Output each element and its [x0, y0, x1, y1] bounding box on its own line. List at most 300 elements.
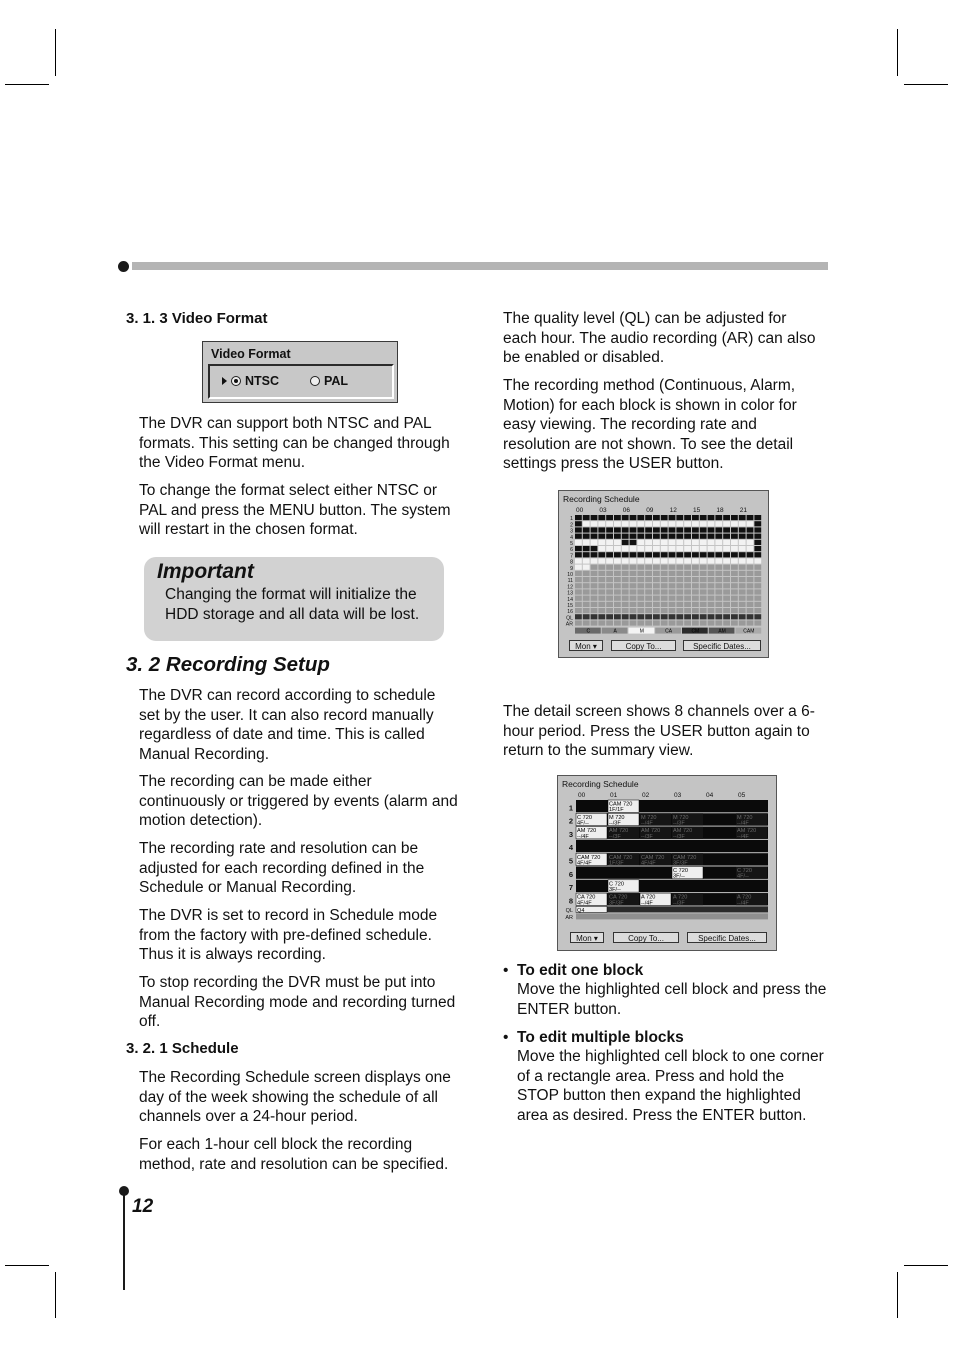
- schedule-cell: [731, 620, 738, 625]
- schedule-cell: [575, 589, 582, 594]
- schedule-cell: [630, 565, 637, 570]
- schedule-cell: [708, 552, 715, 557]
- schedule-cell: [692, 552, 699, 557]
- schedule-cell: [630, 608, 637, 613]
- schedule-cell: [645, 608, 652, 613]
- legend-label: CA: [665, 628, 673, 635]
- schedule-cell: [692, 527, 699, 532]
- crop-mark: [55, 1272, 56, 1318]
- cell-mode-label: M 720: [737, 814, 753, 821]
- row-background: [576, 880, 768, 892]
- schedule-cell: [645, 552, 652, 557]
- schedule-cell: [591, 521, 598, 526]
- schedule-cell: [606, 527, 613, 532]
- schedule-cell: [653, 571, 660, 576]
- legend-label: A: [613, 628, 617, 635]
- schedule-cell: [676, 596, 683, 601]
- schedule-cell: [731, 608, 738, 613]
- cell-mode-label: CAM 720: [609, 854, 633, 861]
- schedule-cell: [723, 546, 730, 551]
- cell-rate-label: --/3F: [673, 900, 685, 907]
- schedule-cell: [598, 602, 605, 607]
- schedule-cell: [747, 527, 754, 532]
- schedule-cell: [606, 546, 613, 551]
- schedule-cell: [661, 583, 668, 588]
- row-label: 3: [568, 829, 573, 839]
- schedule-cell: [700, 527, 707, 532]
- schedule-cell: [723, 521, 730, 526]
- schedule-cell: [723, 602, 730, 607]
- schedule-cell: [700, 596, 707, 601]
- schedule-cell: [630, 583, 637, 588]
- schedule-cell: [606, 602, 613, 607]
- schedule-cell: [630, 527, 637, 532]
- video-format-widget: [202, 341, 398, 403]
- cell-rate-label: 4F/4F: [641, 860, 656, 867]
- method-paragraph: The recording method (Continuous, Alarm, Motion) for each block is shown in color for easy viewing. The recording rate and resolution are not shown. To see the detail settings press the USER button.: [503, 377, 797, 472]
- schedule-cell: [645, 589, 652, 594]
- schedule-cell: [747, 515, 754, 520]
- schedule-cell: [708, 558, 715, 563]
- row-label: 7: [568, 883, 573, 893]
- schedule-cell: [614, 583, 621, 588]
- copy-to-button[interactable]: Copy To...: [611, 640, 676, 651]
- hour-label: 00: [578, 792, 586, 799]
- schedule-cell: [723, 577, 730, 582]
- crop-mark: [5, 1265, 49, 1266]
- schedule-cell: [692, 589, 699, 594]
- row-label: 3: [570, 528, 573, 535]
- cell-mode-label: M 720: [609, 814, 625, 821]
- schedule-cell: [630, 540, 637, 545]
- schedule-cell: [614, 540, 621, 545]
- schedule-cell: [606, 596, 613, 601]
- schedule-cell: [708, 534, 715, 539]
- schedule-cell: [676, 527, 683, 532]
- cell-rate-label: --/4F: [737, 833, 749, 840]
- screen-title: Recording Schedule: [563, 494, 640, 504]
- schedule-cell: [653, 515, 660, 520]
- cell-mode-label: Q4: [577, 908, 585, 914]
- schedule-cell: [598, 571, 605, 576]
- schedule-heading: 3. 2. 1 Schedule: [126, 1040, 239, 1057]
- schedule-cell: [598, 534, 605, 539]
- schedule-cell: [708, 515, 715, 520]
- row-background: [576, 840, 768, 852]
- row-label: 11: [567, 578, 573, 585]
- schedule-cell: [661, 620, 668, 625]
- schedule-cell: [676, 614, 683, 619]
- schedule-cell: [715, 589, 722, 594]
- cell-rate-label: --/3F: [673, 820, 685, 827]
- selection-arrow-icon: [222, 377, 227, 385]
- cell-rate-label: --/4F: [641, 820, 653, 827]
- cell-rate-label: 1F/1F: [609, 807, 624, 814]
- cell-mode-label: A 720: [641, 894, 656, 901]
- cell-mode-label: C 720: [673, 868, 688, 875]
- schedule-cell: [692, 521, 699, 526]
- rs-paragraph-2: The recording can be made either continuously or triggered by events (alarm and motion detection).: [139, 773, 458, 829]
- schedule-cell: [747, 521, 754, 526]
- recording-schedule-detail: [557, 775, 777, 951]
- schedule-cell: [661, 546, 668, 551]
- schedule-cell: [754, 552, 761, 557]
- schedule-cell: [661, 602, 668, 607]
- schedule-cell: [583, 527, 590, 532]
- schedule-cell: [583, 534, 590, 539]
- cell-mode-label: M 720: [673, 814, 689, 821]
- schedule-cell: [739, 534, 746, 539]
- schedule-cell: [598, 527, 605, 532]
- dropdown-icon: ▾: [592, 642, 597, 651]
- recording-setup-title: 3. 2 Recording Setup: [126, 653, 330, 676]
- schedule-cell: [622, 558, 629, 563]
- schedule-cell: [739, 546, 746, 551]
- schedule-cell: [645, 577, 652, 582]
- schedule-cell: [606, 577, 613, 582]
- detail-grid: [558, 776, 776, 950]
- schedule-cell: [661, 552, 668, 557]
- specific-dates-button[interactable]: Specific Dates...: [683, 640, 761, 651]
- schedule-cell: [754, 583, 761, 588]
- page-number: 12: [132, 1196, 154, 1217]
- schedule-cell: [684, 577, 691, 582]
- schedule-cell: [715, 608, 722, 613]
- schedule-cell: [684, 565, 691, 570]
- schedule-cell: [591, 558, 598, 563]
- bullet-2-heading: To edit multiple blocks: [517, 1029, 684, 1046]
- pal-option[interactable]: [310, 374, 348, 388]
- schedule-cell: [747, 534, 754, 539]
- schedule-cell: [661, 571, 668, 576]
- schedule-cell: [653, 565, 660, 570]
- schedule-cell: [692, 546, 699, 551]
- schedule-cell: [630, 614, 637, 619]
- schedule-cell: [637, 608, 644, 613]
- schedule-cell: [692, 534, 699, 539]
- schedule-cell: [708, 589, 715, 594]
- schedule-cell: [661, 596, 668, 601]
- schedule-cell: [622, 565, 629, 570]
- schedule-cell: [622, 583, 629, 588]
- schedule-cell: [614, 527, 621, 532]
- schedule-cell: [637, 583, 644, 588]
- schedule-cell: [630, 546, 637, 551]
- schedule-cell: [754, 620, 761, 625]
- schedule-cell: [669, 521, 676, 526]
- schedule-cell: [708, 565, 715, 570]
- schedule-cell: [723, 614, 730, 619]
- schedule-cell: [684, 602, 691, 607]
- hour-label: 05: [738, 792, 746, 799]
- cell-mode-label: M 720: [641, 814, 657, 821]
- bullet-glyph: •: [503, 962, 509, 979]
- schedule-cell: [684, 614, 691, 619]
- cell-rate-label: --/4F: [737, 820, 749, 827]
- schedule-cell: [606, 540, 613, 545]
- schedule-cell: [715, 571, 722, 576]
- schedule-cell: [669, 552, 676, 557]
- schedule-cell: [747, 596, 754, 601]
- schedule-cell: [708, 596, 715, 601]
- schedule-cell: [606, 552, 613, 557]
- schedule-cell: [747, 620, 754, 625]
- schedule-cell: [739, 515, 746, 520]
- schedule-cell: [676, 583, 683, 588]
- schedule-cell: [684, 558, 691, 563]
- bullet-1-text: Move the highlighted cell block and press the ENTER button.: [517, 981, 827, 1018]
- header-bullet: [118, 261, 129, 272]
- schedule-cell: [661, 589, 668, 594]
- important-text: Changing the format will initialize the HDD storage and all data will be lost.: [165, 586, 420, 623]
- schedule-cell: [692, 608, 699, 613]
- copy-to-button[interactable]: Copy To...: [613, 932, 679, 943]
- schedule-cell: [645, 515, 652, 520]
- schedule-cell: [637, 546, 644, 551]
- cell-rate-label: --/4F: [577, 833, 589, 840]
- schedule-cell: [708, 620, 715, 625]
- schedule-cell: [669, 540, 676, 545]
- schedule-cell: [614, 521, 621, 526]
- schedule-cell: [583, 620, 590, 625]
- schedule-cell: [583, 614, 590, 619]
- schedule-cell: [591, 583, 598, 588]
- schedule-cell: [747, 589, 754, 594]
- schedule-cell: [622, 552, 629, 557]
- schedule-cell: [630, 515, 637, 520]
- schedule-cell: [700, 546, 707, 551]
- schedule-cell: [630, 571, 637, 576]
- hour-label: 03: [674, 792, 682, 799]
- schedule-cell: [591, 620, 598, 625]
- schedule-cell: [637, 540, 644, 545]
- cell-rate-label: 3F/3F: [609, 900, 624, 907]
- cell-rate-label: 3F/--: [609, 887, 621, 893]
- schedule-cell: [676, 608, 683, 613]
- schedule-cell: [653, 558, 660, 563]
- row-label: 1: [568, 803, 573, 813]
- hour-label: 15: [693, 507, 701, 514]
- schedule-cell: [575, 558, 582, 563]
- schedule-cell: [700, 614, 707, 619]
- schedule-cell: [614, 608, 621, 613]
- schedule-cell: [598, 521, 605, 526]
- schedule-cell: [739, 577, 746, 582]
- schedule-cell: [583, 571, 590, 576]
- schedule-cell: [575, 540, 582, 545]
- schedule-cell: [575, 608, 582, 613]
- schedule-cell: [684, 589, 691, 594]
- ql-paragraph: The quality level (QL) can be adjusted for each hour. The audio recording (AR) can also be enabled or disabled.: [503, 310, 816, 366]
- schedule-cell: [715, 620, 722, 625]
- cell-mode-label: AM 720: [737, 828, 757, 835]
- schedule-cell: [739, 571, 746, 576]
- schedule-cell: [692, 577, 699, 582]
- schedule-cell: [661, 577, 668, 582]
- hour-label: 12: [669, 507, 677, 514]
- schedule-cell: [614, 565, 621, 570]
- hour-label: 06: [622, 507, 631, 514]
- schedule-cell: [637, 527, 644, 532]
- schedule-cell: [598, 589, 605, 594]
- schedule-cell: [715, 527, 722, 532]
- schedule-cell: [731, 614, 738, 619]
- schedule-cell: [583, 608, 590, 613]
- crop-mark: [55, 29, 56, 76]
- schedule-cell: [575, 596, 582, 601]
- schedule-cell: [630, 596, 637, 601]
- schedule-cell: [692, 565, 699, 570]
- schedule-cell: [669, 534, 676, 539]
- schedule-cell: [583, 589, 590, 594]
- schedule-cell: [622, 515, 629, 520]
- row-label: 2: [568, 816, 573, 826]
- specific-dates-button[interactable]: Specific Dates...: [687, 932, 767, 943]
- crop-mark: [897, 29, 898, 76]
- schedule-cell: [606, 558, 613, 563]
- schedule-cell: [708, 540, 715, 545]
- schedule-cell: [754, 571, 761, 576]
- schedule-cell: [731, 558, 738, 563]
- ntsc-label: NTSC: [245, 374, 280, 388]
- dropdown-icon: ▾: [593, 934, 598, 943]
- schedule-cell: [606, 589, 613, 594]
- schedule-cell: [708, 583, 715, 588]
- schedule-cell: [669, 546, 676, 551]
- schedule-cell: [754, 608, 761, 613]
- schedule-cell: [747, 602, 754, 607]
- schedule-cell: [637, 614, 644, 619]
- schedule-cell: [645, 540, 652, 545]
- video-format-title: Video Format: [211, 347, 291, 361]
- schedule-cell: [591, 565, 598, 570]
- cell-rate-label: 4F/4F: [577, 860, 592, 867]
- schedule-cell: [614, 614, 621, 619]
- schedule-cell: [715, 540, 722, 545]
- schedule-cell: [614, 546, 621, 551]
- schedule-cell: [622, 521, 629, 526]
- schedule-cell: [622, 589, 629, 594]
- schedule-cell: [754, 596, 761, 601]
- schedule-cell: [754, 614, 761, 619]
- detail-paragraph: The detail screen shows 8 channels over a 6-hour period. Press the USER button again to return to the summary view.: [503, 703, 815, 759]
- schedule-cell: [645, 583, 652, 588]
- cell-rate-label: 3F/3F: [673, 860, 688, 867]
- schedule-paragraph-1: The Recording Schedule screen displays one day of the week showing the schedule of all channels over a 24-hour period.: [139, 1069, 451, 1125]
- schedule-cell: [583, 540, 590, 545]
- schedule-cell: [669, 527, 676, 532]
- row-label: 7: [570, 553, 573, 560]
- schedule-cell: [653, 583, 660, 588]
- schedule-cell: [700, 565, 707, 570]
- rs-paragraph-4: The DVR is set to record in Schedule mode from the factory with pre-defined schedule. Thus it is always recording.: [139, 907, 438, 963]
- row-label: 16: [567, 609, 573, 616]
- schedule-cell: [575, 527, 582, 532]
- schedule-cell: [676, 589, 683, 594]
- schedule-cell: [661, 534, 668, 539]
- schedule-cell: [754, 534, 761, 539]
- schedule-cell: [606, 620, 613, 625]
- schedule-cell: [575, 565, 582, 570]
- schedule-cell: [622, 540, 629, 545]
- hour-label: 00: [576, 507, 584, 514]
- schedule-cell: [661, 614, 668, 619]
- row-label: 5: [570, 541, 573, 547]
- schedule-cell: [700, 521, 707, 526]
- schedule-cell: [606, 583, 613, 588]
- cell-mode-label: AM 720: [641, 828, 661, 835]
- schedule-cell: [622, 608, 629, 613]
- schedule-cell: [723, 608, 730, 613]
- bullet-2-text: Move the highlighted cell block to one corner of a rectangle area. Press and hold the STOP button then expand the highlighted area as desired. Press the ENTER button.: [517, 1048, 824, 1124]
- row-label: QL: [565, 908, 573, 915]
- schedule-cell: [622, 527, 629, 532]
- row-background: [576, 913, 768, 919]
- schedule-cell: [591, 571, 598, 576]
- schedule-cell: [715, 583, 722, 588]
- cell-mode-label: AM 720: [577, 828, 597, 835]
- schedule-cell: [747, 546, 754, 551]
- schedule-cell: [669, 583, 676, 588]
- day-select[interactable]: [570, 932, 604, 943]
- cell-rate-label: 4F/4F: [577, 900, 592, 907]
- cell-mode-label: C 720: [737, 868, 752, 875]
- schedule-cell: [731, 527, 738, 532]
- important-title: Important: [157, 560, 254, 583]
- schedule-cell: [723, 552, 730, 557]
- header-bar: [132, 262, 828, 270]
- schedule-cell: [739, 521, 746, 526]
- schedule-cell: [606, 608, 613, 613]
- schedule-cell: [747, 552, 754, 557]
- schedule-cell: [700, 515, 707, 520]
- schedule-cell: [731, 602, 738, 607]
- cell-rate-label: --/4F: [737, 900, 749, 907]
- schedule-cell: [684, 596, 691, 601]
- schedule-cell: [645, 571, 652, 576]
- schedule-cell: [653, 620, 660, 625]
- schedule-cell: [669, 577, 676, 582]
- schedule-cell: [575, 515, 582, 520]
- schedule-cell: [630, 602, 637, 607]
- schedule-cell: [747, 571, 754, 576]
- hour-label: 18: [716, 507, 724, 514]
- schedule-cell: [684, 534, 691, 539]
- schedule-cell: [606, 571, 613, 576]
- schedule-cell: [575, 602, 582, 607]
- schedule-cell: [583, 596, 590, 601]
- schedule-cell: [622, 596, 629, 601]
- schedule-cell: [598, 565, 605, 570]
- schedule-cell: [583, 552, 590, 557]
- schedule-cell: [723, 558, 730, 563]
- schedule-cell: [747, 577, 754, 582]
- day-select[interactable]: [569, 640, 603, 651]
- schedule-cell: [723, 620, 730, 625]
- day-label: Mon: [575, 642, 591, 651]
- schedule-cell: [669, 620, 676, 625]
- schedule-cell: [731, 565, 738, 570]
- schedule-cell: [700, 589, 707, 594]
- schedule-cell: [723, 527, 730, 532]
- schedule-cell: [747, 608, 754, 613]
- schedule-cell: [591, 602, 598, 607]
- schedule-cell: [723, 515, 730, 520]
- ntsc-option[interactable]: [222, 374, 279, 388]
- rs-paragraph-5: To stop recording the DVR must be put into Manual Recording mode and recording turned off.: [139, 974, 456, 1030]
- schedule-cell: [598, 540, 605, 545]
- schedule-cell: [669, 596, 676, 601]
